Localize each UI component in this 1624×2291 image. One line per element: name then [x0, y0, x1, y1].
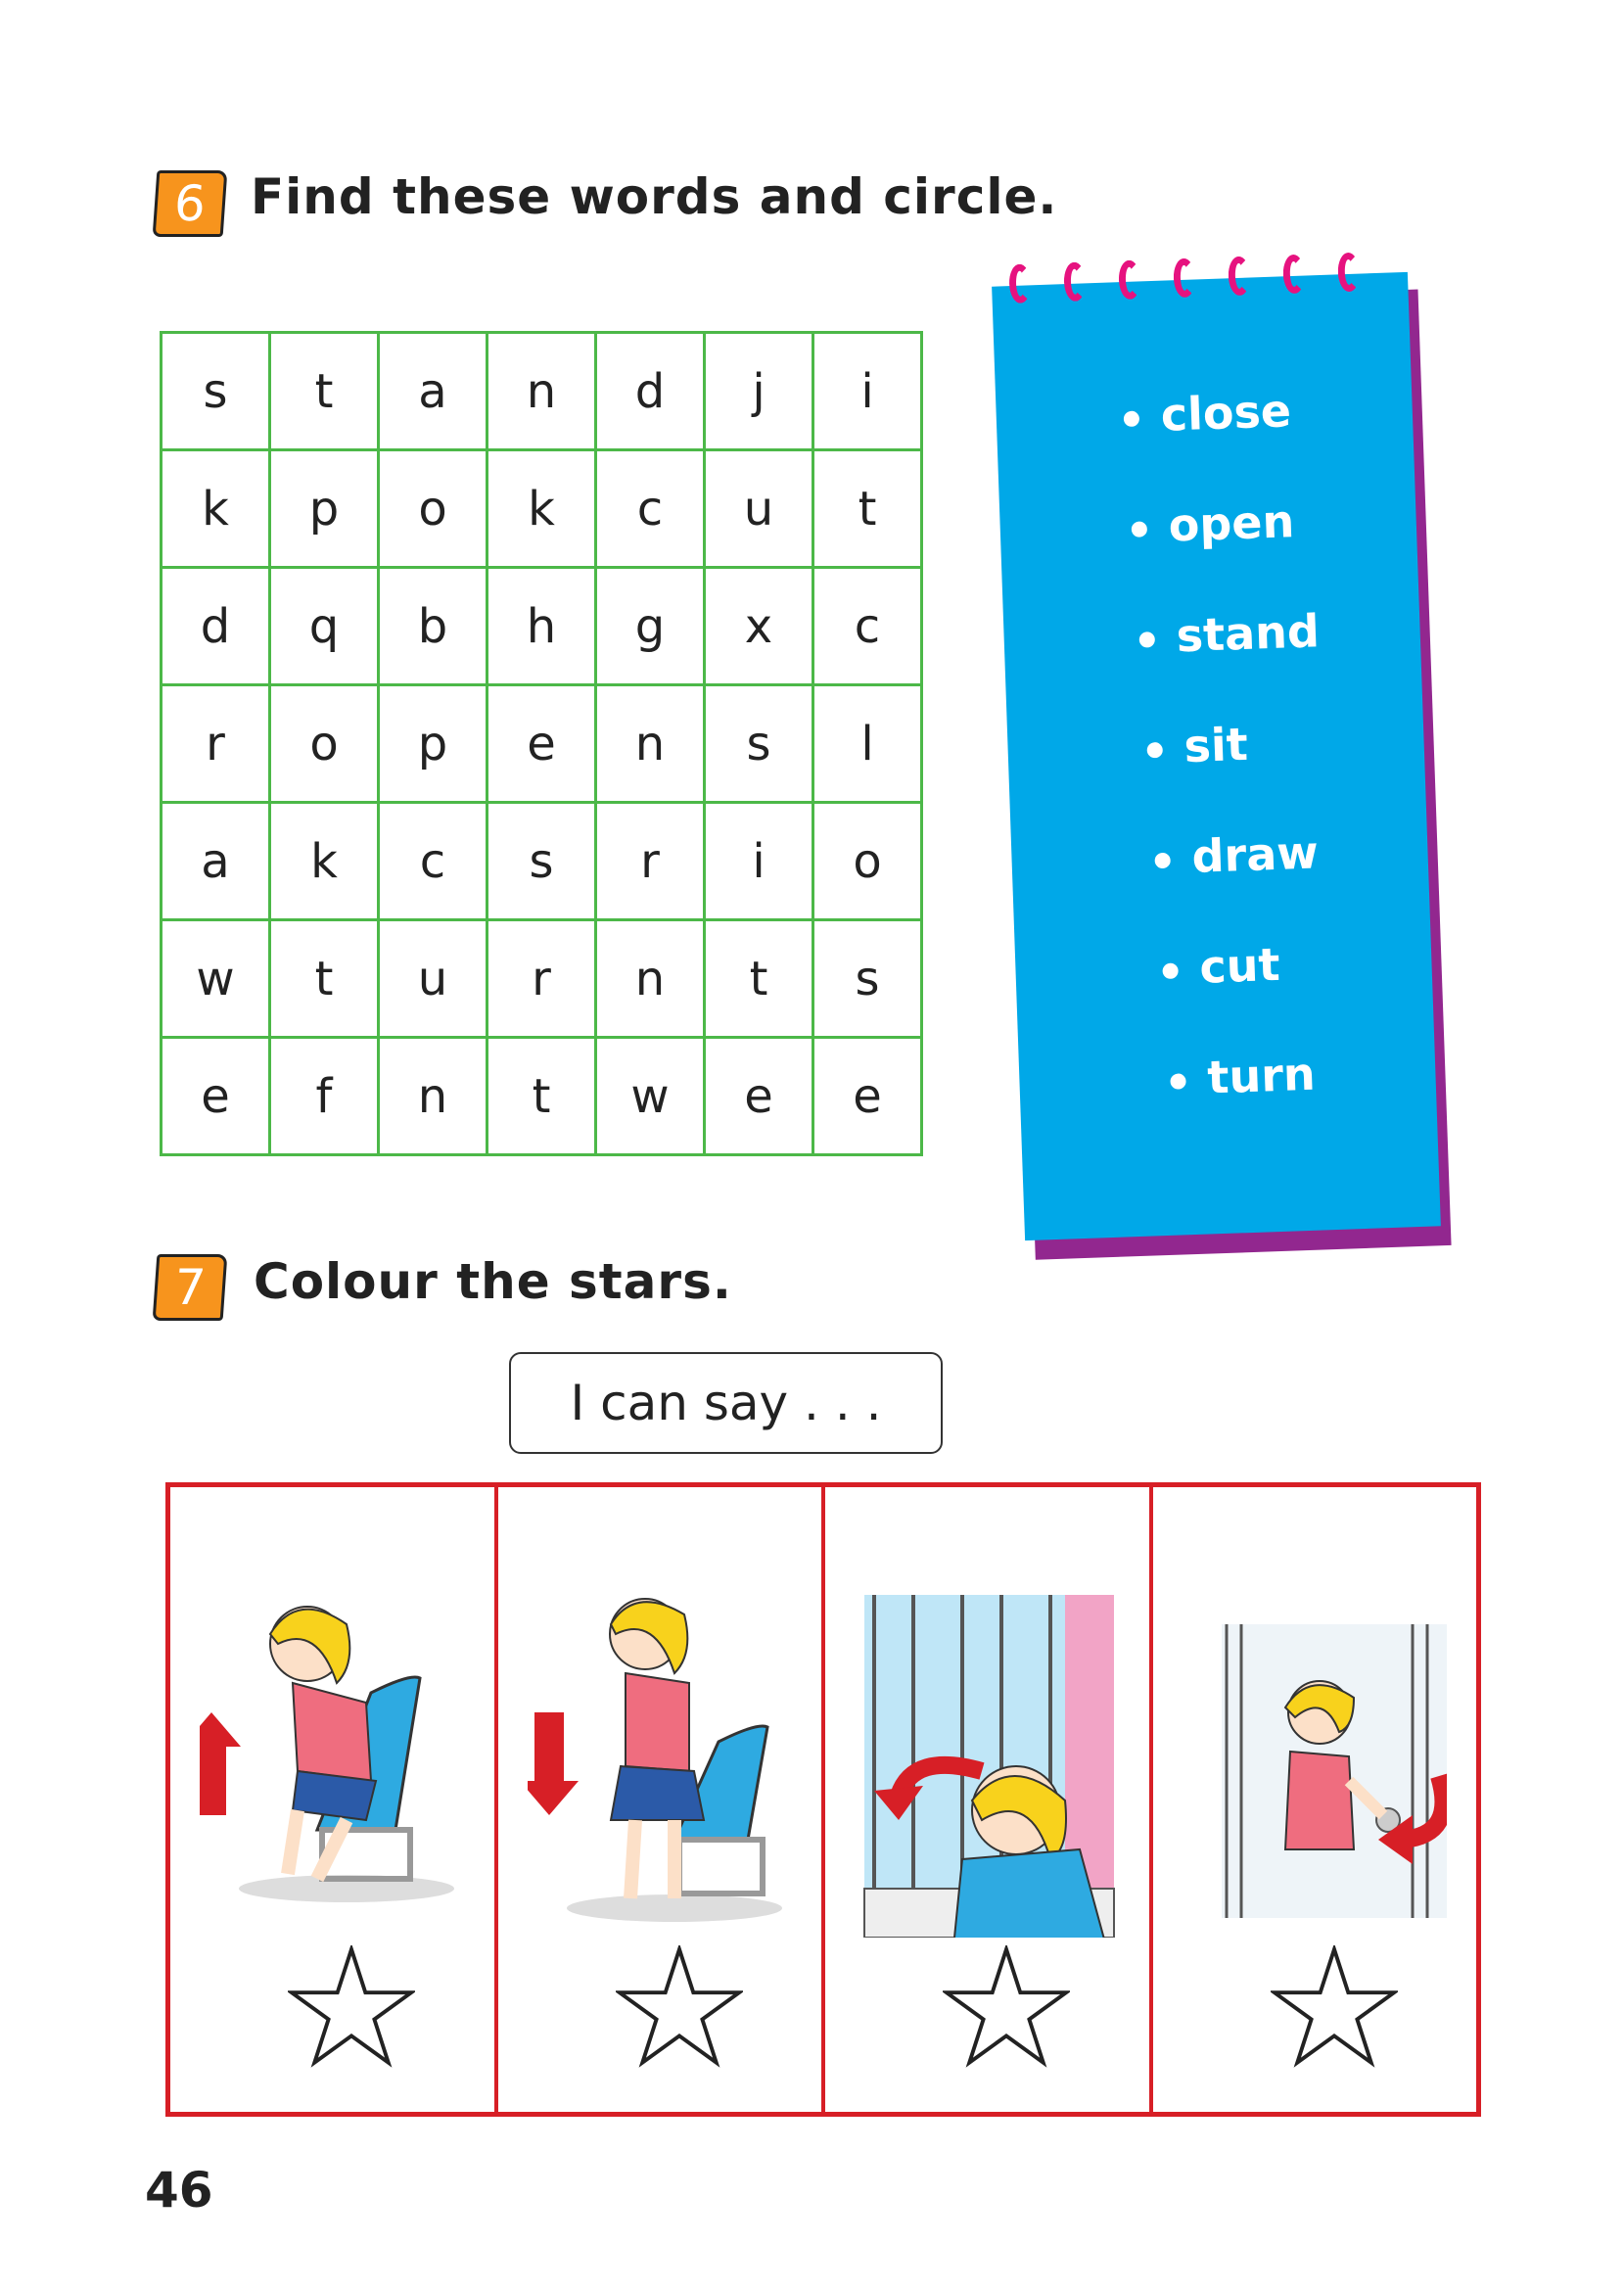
grid-letter-cell[interactable]: c: [596, 450, 705, 568]
grid-letter-cell[interactable]: k: [487, 450, 596, 568]
grid-letter-cell[interactable]: t: [487, 1038, 596, 1155]
grid-letter-cell[interactable]: q: [270, 568, 379, 685]
star-icon[interactable]: [943, 1945, 1070, 2068]
grid-row: [162, 803, 922, 920]
grid-letter-cell[interactable]: f: [270, 1038, 379, 1155]
word-list-item: [1154, 825, 1330, 942]
grid-letter-cell[interactable]: w: [162, 920, 270, 1038]
grid-letter-cell[interactable]: w: [596, 1038, 705, 1155]
grid-letter-cell[interactable]: h: [487, 568, 596, 685]
grid-letter-cell[interactable]: s: [705, 685, 813, 803]
word-list-item: [1162, 936, 1334, 1052]
grid-letter-cell[interactable]: s: [487, 803, 596, 920]
grid-letter-cell[interactable]: k: [270, 803, 379, 920]
up-arrow-icon: [200, 1712, 241, 1815]
grid-letter-cell[interactable]: n: [379, 1038, 487, 1155]
word-list: [1123, 383, 1338, 1163]
grid-letter-cell[interactable]: u: [379, 920, 487, 1038]
grid-row: [162, 685, 922, 803]
grid-letter-cell[interactable]: e: [705, 1038, 813, 1155]
grid-row: [162, 450, 922, 568]
star-icon[interactable]: [288, 1945, 415, 2068]
grid-letter-cell[interactable]: r: [162, 685, 270, 803]
grid-row: [162, 333, 922, 450]
word-list-item: [1170, 1047, 1338, 1163]
exercise-7-instruction: Colour the stars.: [254, 1253, 732, 1310]
grid-letter-cell[interactable]: i: [813, 333, 922, 450]
girl-standing-up-from-chair-image: [200, 1536, 464, 1938]
grid-letter-cell[interactable]: t: [270, 333, 379, 450]
bullet-icon: [1132, 521, 1148, 538]
grid-letter-cell[interactable]: n: [596, 685, 705, 803]
grid-letter-cell[interactable]: l: [813, 685, 922, 803]
girl-sitting-down-on-chair-image: [528, 1536, 792, 1938]
word-label: turn: [1206, 1047, 1317, 1104]
bullet-icon: [1154, 853, 1171, 869]
grid-row: [162, 1038, 922, 1155]
grid-letter-cell[interactable]: g: [596, 568, 705, 685]
grid-letter-cell[interactable]: c: [379, 803, 487, 920]
word-list-notepad: [992, 272, 1441, 1240]
grid-letter-cell[interactable]: b: [379, 568, 487, 685]
grid-letter-cell[interactable]: n: [487, 333, 596, 450]
grid-letter-cell[interactable]: t: [270, 920, 379, 1038]
picture-cell-open: [825, 1487, 1153, 2112]
grid-letter-cell[interactable]: o: [813, 803, 922, 920]
grid-letter-cell[interactable]: d: [596, 333, 705, 450]
star-icon[interactable]: [616, 1945, 743, 2068]
action-pictures-panel: [165, 1482, 1481, 2117]
picture-cell-sit: [498, 1487, 826, 2112]
grid-letter-cell[interactable]: e: [162, 1038, 270, 1155]
word-label: open: [1167, 494, 1296, 552]
i-can-say-box: I can say . . .: [509, 1352, 943, 1454]
grid-row: [162, 568, 922, 685]
grid-letter-cell[interactable]: a: [162, 803, 270, 920]
grid-letter-cell[interactable]: t: [705, 920, 813, 1038]
exercise-number-badge: 6: [153, 170, 228, 237]
word-label: draw: [1190, 825, 1320, 883]
word-list-item: [1123, 383, 1315, 500]
grid-letter-cell[interactable]: r: [487, 920, 596, 1038]
grid-letter-cell[interactable]: o: [270, 685, 379, 803]
down-arrow-icon: [528, 1712, 579, 1815]
grid-letter-cell[interactable]: o: [379, 450, 487, 568]
bullet-icon: [1139, 631, 1156, 648]
word-label: sit: [1183, 717, 1249, 773]
page-number: 46: [145, 2162, 213, 2219]
word-label: stand: [1175, 604, 1321, 663]
grid-letter-cell[interactable]: t: [813, 450, 922, 568]
grid-letter-cell[interactable]: k: [162, 450, 270, 568]
word-label: close: [1159, 384, 1292, 442]
exercise-6-instruction: Find these words and circle.: [251, 168, 1058, 225]
grid-letter-cell[interactable]: r: [596, 803, 705, 920]
girl-closing-door-image: [1183, 1536, 1447, 1938]
grid-letter-cell[interactable]: p: [270, 450, 379, 568]
star-icon[interactable]: [1271, 1945, 1398, 2068]
picture-cell-close: [1153, 1487, 1477, 2112]
grid-letter-cell[interactable]: i: [705, 803, 813, 920]
bullet-icon: [1162, 962, 1179, 979]
girl-opening-window-image: [855, 1536, 1119, 1938]
grid-letter-cell[interactable]: c: [813, 568, 922, 685]
grid-letter-cell[interactable]: s: [162, 333, 270, 450]
grid-letter-cell[interactable]: a: [379, 333, 487, 450]
grid-letter-cell[interactable]: n: [596, 920, 705, 1038]
bullet-icon: [1170, 1073, 1186, 1090]
grid-letter-cell[interactable]: d: [162, 568, 270, 685]
picture-cell-stand: [170, 1487, 498, 2112]
grid-letter-cell[interactable]: s: [813, 920, 922, 1038]
grid-letter-cell[interactable]: x: [705, 568, 813, 685]
grid-letter-cell[interactable]: p: [379, 685, 487, 803]
exercise-number-badge: 7: [153, 1254, 228, 1321]
word-list-item: [1146, 715, 1326, 831]
grid-letter-cell[interactable]: e: [487, 685, 596, 803]
word-search-grid: [160, 331, 923, 1156]
grid-letter-cell[interactable]: e: [813, 1038, 922, 1155]
bullet-icon: [1124, 411, 1140, 428]
grid-row: [162, 920, 922, 1038]
word-list-item: [1131, 493, 1319, 610]
word-list-item: [1138, 604, 1322, 721]
grid-letter-cell[interactable]: u: [705, 450, 813, 568]
bullet-icon: [1146, 742, 1163, 759]
grid-letter-cell[interactable]: j: [705, 333, 813, 450]
word-label: cut: [1198, 937, 1281, 994]
